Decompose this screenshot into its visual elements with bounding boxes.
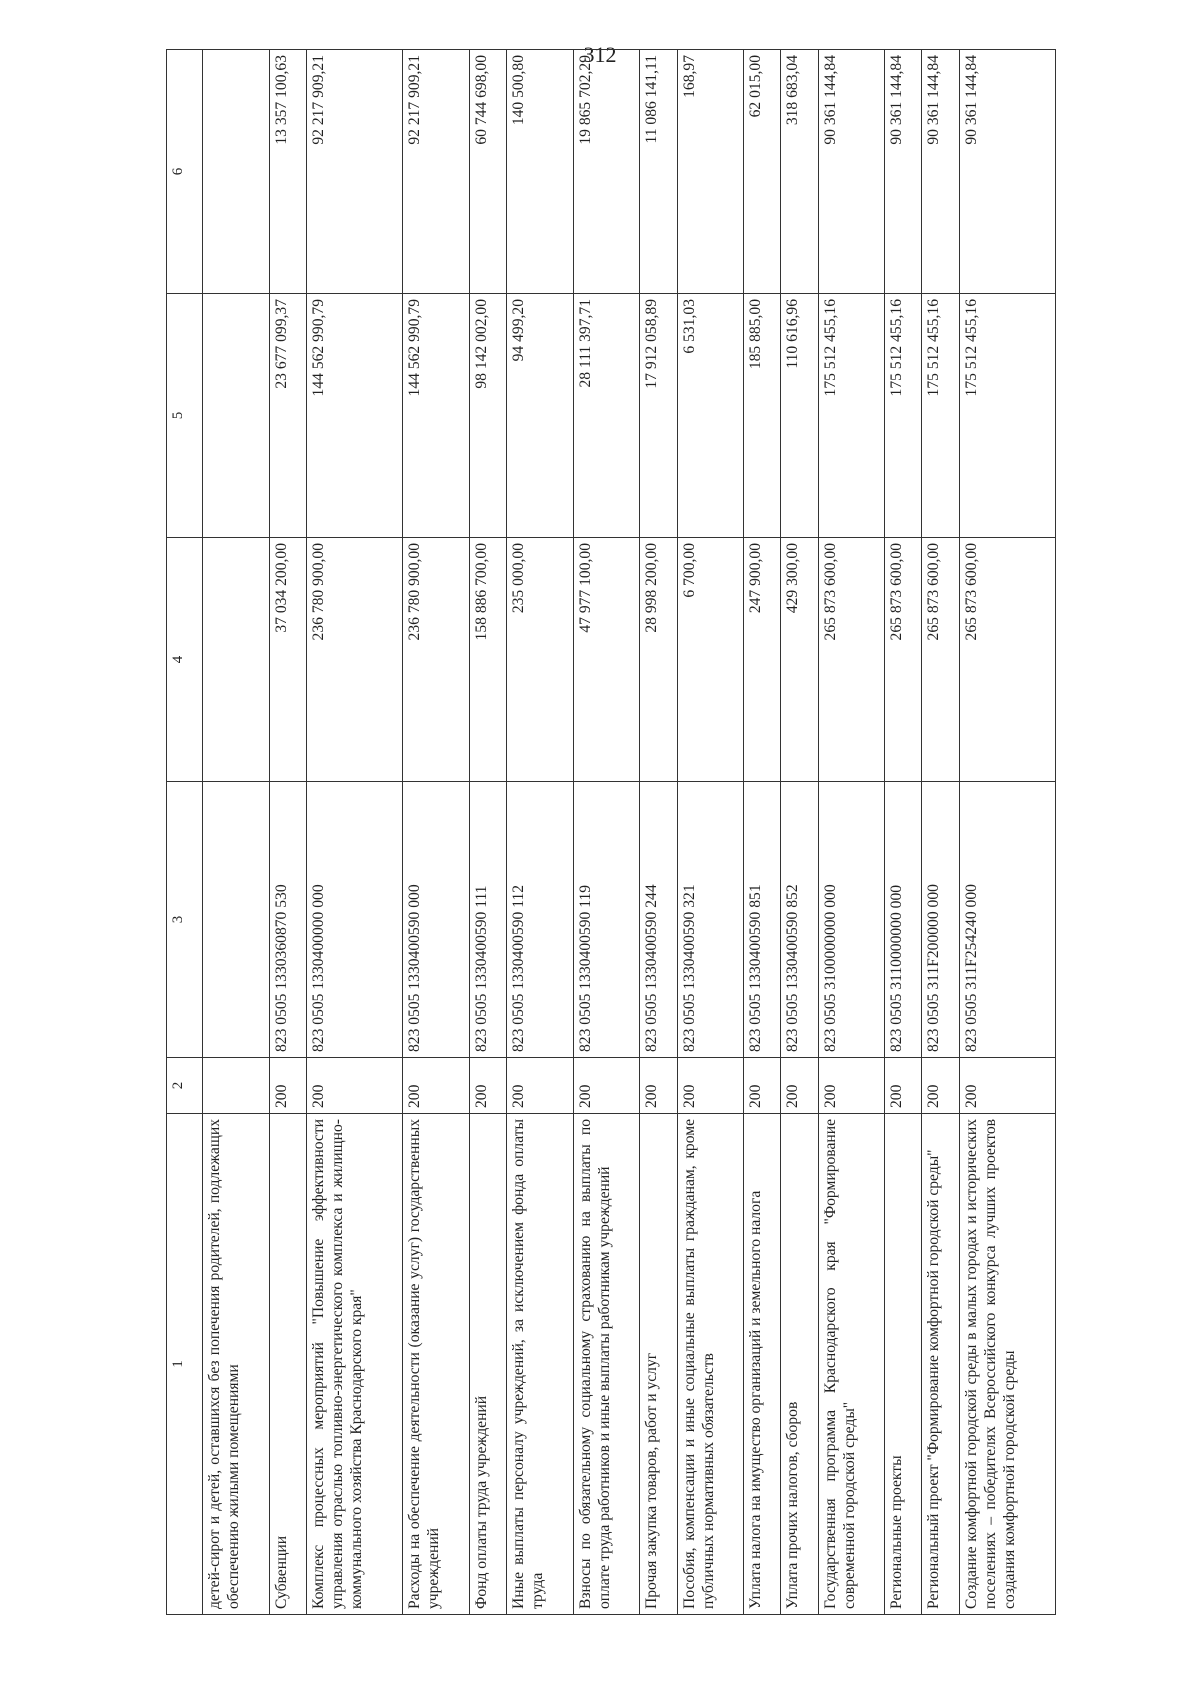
row-name: Взносы по обязательному социальному страхованию на выплаты по оплате труда работников и иные выплаты работникам учреждений [573,1114,640,1615]
row-executed: 94 499,20 [506,294,573,538]
row-budget-code: 823 0505 1330400590 244 [640,782,677,1058]
column-number: 2 [167,1058,203,1114]
row-executed: 98 142 002,00 [469,294,506,538]
row-admin-code: 200 [677,1058,744,1114]
row-name: Иные выплаты персоналу учреждений, за исключением фонда оплаты труда [506,1114,573,1615]
table-row [640,50,677,1615]
row-budget-code: 823 0505 1330400590 321 [677,782,744,1058]
row-name: детей-сирот и детей, оставшихся без попечения родителей, подлежащих обеспечению жилыми помещениями [203,1114,270,1615]
row-plan: 37 034 200,00 [269,538,306,782]
row-plan: 429 300,00 [781,538,818,782]
table-row [922,50,959,1615]
row-executed: 185 885,00 [744,294,781,538]
row-name: Пособия, компенсации и иные социальные выплаты гражданам, кроме публичных нормативных обязательств [677,1114,744,1615]
row-plan: 158 886 700,00 [469,538,506,782]
row-budget-code: 823 0505 3110000000 000 [885,782,922,1058]
table-row [203,50,270,1615]
column-number: 3 [167,782,203,1058]
row-remainder: 90 361 144,84 [818,50,885,294]
row-remainder: 60 744 698,00 [469,50,506,294]
row-name: Государственная программа Краснодарского края "Формирование современной городской среды" [818,1114,885,1615]
table-row [959,50,1055,1615]
row-remainder: 13 357 100,63 [269,50,306,294]
row-admin-code: 200 [818,1058,885,1114]
table-row [885,50,922,1615]
row-executed: 175 512 455,16 [818,294,885,538]
rotated-table-container [166,55,1056,1615]
row-plan: 236 780 900,00 [306,538,402,782]
row-admin-code [203,1058,270,1114]
row-name: Субвенции [269,1114,306,1615]
row-budget-code: 823 0505 1330400590 112 [506,782,573,1058]
column-number: 1 [167,1114,203,1615]
row-remainder: 168,97 [677,50,744,294]
table-row [506,50,573,1615]
row-admin-code: 200 [640,1058,677,1114]
table-row [818,50,885,1615]
row-plan: 265 873 600,00 [922,538,959,782]
row-admin-code: 200 [269,1058,306,1114]
row-plan: 265 873 600,00 [959,538,1055,782]
row-executed: 23 677 099,37 [269,294,306,538]
table-row [781,50,818,1615]
row-admin-code: 200 [781,1058,818,1114]
row-executed [203,294,270,538]
row-remainder: 62 015,00 [744,50,781,294]
table-row [744,50,781,1615]
row-name: Региональный проект "Формирование комфортной городской среды" [922,1114,959,1615]
row-budget-code: 823 0505 1330400590 119 [573,782,640,1058]
row-executed: 6 531,03 [677,294,744,538]
row-budget-code: 823 0505 1330360870 530 [269,782,306,1058]
column-number: 6 [167,50,203,294]
row-remainder: 90 361 144,84 [885,50,922,294]
row-remainder: 92 217 909,21 [403,50,470,294]
row-name: Расходы на обеспечение деятельности (оказание услуг) государственных учреждений [403,1114,470,1615]
column-number: 5 [167,294,203,538]
row-budget-code: 823 0505 1330400000 000 [306,782,402,1058]
row-budget-code: 823 0505 1330400590 111 [469,782,506,1058]
row-plan: 236 780 900,00 [403,538,470,782]
row-remainder: 92 217 909,21 [306,50,402,294]
row-admin-code: 200 [506,1058,573,1114]
row-plan: 28 998 200,00 [640,538,677,782]
row-name: Уплата налога на имущество организаций и земельного налога [744,1114,781,1615]
row-plan: 235 000,00 [506,538,573,782]
row-admin-code: 200 [744,1058,781,1114]
row-budget-code: 823 0505 1330400590 851 [744,782,781,1058]
row-name: Региональные проекты [885,1114,922,1615]
table-row [306,50,402,1615]
row-budget-code [203,782,270,1058]
row-executed: 17 912 058,89 [640,294,677,538]
table-row [469,50,506,1615]
row-remainder: 318 683,04 [781,50,818,294]
row-name: Уплата прочих налогов, сборов [781,1114,818,1615]
row-admin-code: 200 [885,1058,922,1114]
row-executed: 110 616,96 [781,294,818,538]
row-executed: 28 111 397,71 [573,294,640,538]
row-admin-code: 200 [959,1058,1055,1114]
row-plan [203,538,270,782]
row-budget-code: 823 0505 1330400590 852 [781,782,818,1058]
row-admin-code: 200 [573,1058,640,1114]
row-plan: 47 977 100,00 [573,538,640,782]
row-admin-code: 200 [306,1058,402,1114]
row-name: Комплекс процессных мероприятий "Повышение эффективности управления отраслью топливно-энергетического комплекса и жилищно-коммунального хозяйства Краснодарского края" [306,1114,402,1615]
row-name: Создание комфортной городской среды в малых городах и исторических поселениях – победителях Всероссийского конкурса лучших проектов создания комфортной городской среды [959,1114,1055,1615]
row-remainder: 140 500,80 [506,50,573,294]
row-plan: 247 900,00 [744,538,781,782]
row-budget-code: 823 0505 1330400590 000 [403,782,470,1058]
table-row [573,50,640,1615]
row-budget-code: 823 0505 311F200000 000 [922,782,959,1058]
row-name: Фонд оплаты труда учреждений [469,1114,506,1615]
row-admin-code: 200 [403,1058,470,1114]
row-executed: 144 562 990,79 [403,294,470,538]
row-remainder: 11 086 141,11 [640,50,677,294]
row-plan: 265 873 600,00 [818,538,885,782]
row-remainder: 90 361 144,84 [959,50,1055,294]
table-row [403,50,470,1615]
row-budget-code: 823 0505 311F254240 000 [959,782,1055,1058]
page-number: 312 [583,42,617,67]
row-executed: 175 512 455,16 [922,294,959,538]
row-remainder [203,50,270,294]
table-row [677,50,744,1615]
row-remainder: 90 361 144,84 [922,50,959,294]
row-remainder: 19 865 702,29 [573,50,640,294]
row-budget-code: 823 0505 3100000000 000 [818,782,885,1058]
column-number: 4 [167,538,203,782]
row-admin-code: 200 [922,1058,959,1114]
row-executed: 144 562 990,79 [306,294,402,538]
row-executed: 175 512 455,16 [959,294,1055,538]
row-executed: 175 512 455,16 [885,294,922,538]
row-admin-code: 200 [469,1058,506,1114]
row-plan: 6 700,00 [677,538,744,782]
table-row [269,50,306,1615]
budget-table [166,49,1056,1615]
column-number-row [167,50,203,1615]
row-name: Прочая закупка товаров, работ и услуг [640,1114,677,1615]
row-plan: 265 873 600,00 [885,538,922,782]
